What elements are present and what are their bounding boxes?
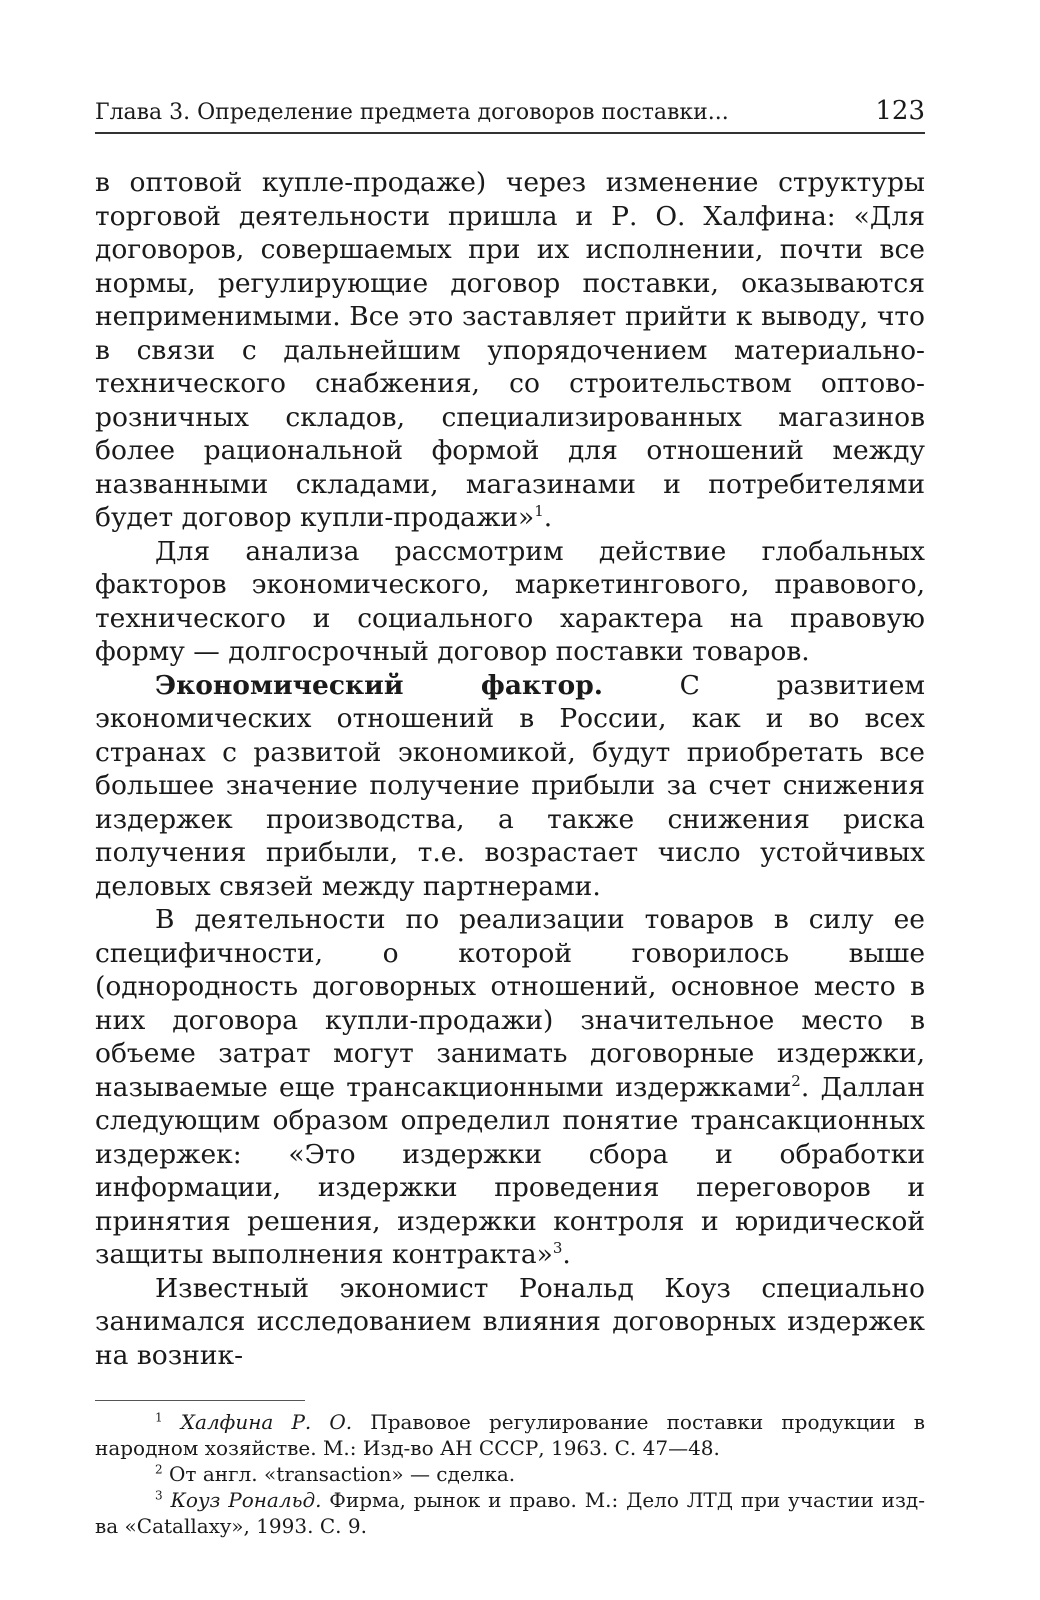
main-text	[95, 166, 925, 1372]
paragraph-1-end: .	[543, 502, 553, 533]
footnote-ref-3[interactable]: 3	[552, 1239, 563, 1258]
footnote-3-mark: 3	[155, 1488, 163, 1503]
footnote-ref-1[interactable]: 1	[534, 502, 544, 521]
footnote-1-author: Халфина Р. О.	[180, 1410, 353, 1434]
footnote-2	[95, 1461, 925, 1487]
footnote-divider	[95, 1400, 305, 1401]
footnote-2-text: От англ. «transaction» — сделка.	[162, 1462, 516, 1486]
footnotes	[95, 1409, 925, 1539]
chapter-title: Глава 3. Определение предмета договоров поставки...	[95, 100, 729, 125]
footnote-3	[95, 1487, 925, 1539]
paragraph-2: Для анализа рассмотрим действие глобальных факторов экономического, маркетингового, правового, технического и социального характера на правовую форму — долгосрочный договор поставки товаров.	[95, 535, 925, 667]
footnote-1	[95, 1409, 925, 1461]
page-number: 123	[875, 96, 925, 126]
paragraph-1	[95, 166, 925, 535]
footnote-2-mark: 2	[155, 1462, 163, 1477]
running-head	[95, 96, 925, 134]
footnote-3-text: Фирма, рынок и право. М.: Дело ЛТД при участии изд-ва «Catallaxy», 1993. С. 9.	[95, 1488, 925, 1538]
footnote-1-text: Правовое регулирование поставки продукции в народном хозяйстве. М.: Изд-во АН СССР, 1963. С. 47—48.	[95, 1410, 926, 1460]
book-page	[95, 96, 925, 1539]
paragraph-4	[95, 903, 925, 1272]
paragraph-3	[95, 669, 925, 904]
footnote-3-author: Коуз Рональд.	[170, 1488, 322, 1512]
footnote-1-mark: 1	[155, 1410, 163, 1425]
paragraph-4-end: .	[562, 1239, 571, 1270]
paragraph-5: Известный экономист Рональд Коуз специально занимался исследованием влияния договорных издержек на возник-	[95, 1272, 925, 1371]
paragraph-4-text-a: В деятельности по реализации товаров в силу ее специфичности, о которой говорилось выше (однородность договорных отношений, основное место в них договора купли-продажи) значительное место в объеме затрат могут занимать договорные издержки, называемые еще трансакционными издержками	[95, 904, 925, 1103]
footnote-ref-2[interactable]: 2	[791, 1071, 801, 1090]
section-heading-economic-factor: Экономический фактор.	[155, 669, 603, 701]
paragraph-1-text: в оптовой купле-продаже) через изменение структуры торговой деятельности пришла и Р. О. Халфина: «Для договоров, совершаемых при их исполнении, почти все нормы, регулирующие договор поставки, оказываются неприменимыми. Все это заставляет прийти к выводу, что в связи с дальнейшим упорядочением материально-технического снабжения, со строительством оптово-розничных складов, специализированных магазинов более рациональной формой для отношений между названными складами, магазинами и потребителями будет договор купли-продажи»	[95, 167, 925, 533]
paragraph-4-text-b: . Даллан следующим образом определил понятие трансакционных издержек: «Это издержки сбора и обработки информации, издержки проведения переговоров и принятия решения, издержки контроля и юридической защиты выполнения контракта»	[95, 1071, 925, 1270]
paragraph-3-text: С развитием экономических отношений в России, как и во всех странах с развитой экономикой, будут приобретать все большее значение получение прибыли за счет снижения издержек производства, а также снижения риска получения прибыли, т.е. возрастает число устойчивых деловых связей между партнерами.	[95, 669, 925, 902]
